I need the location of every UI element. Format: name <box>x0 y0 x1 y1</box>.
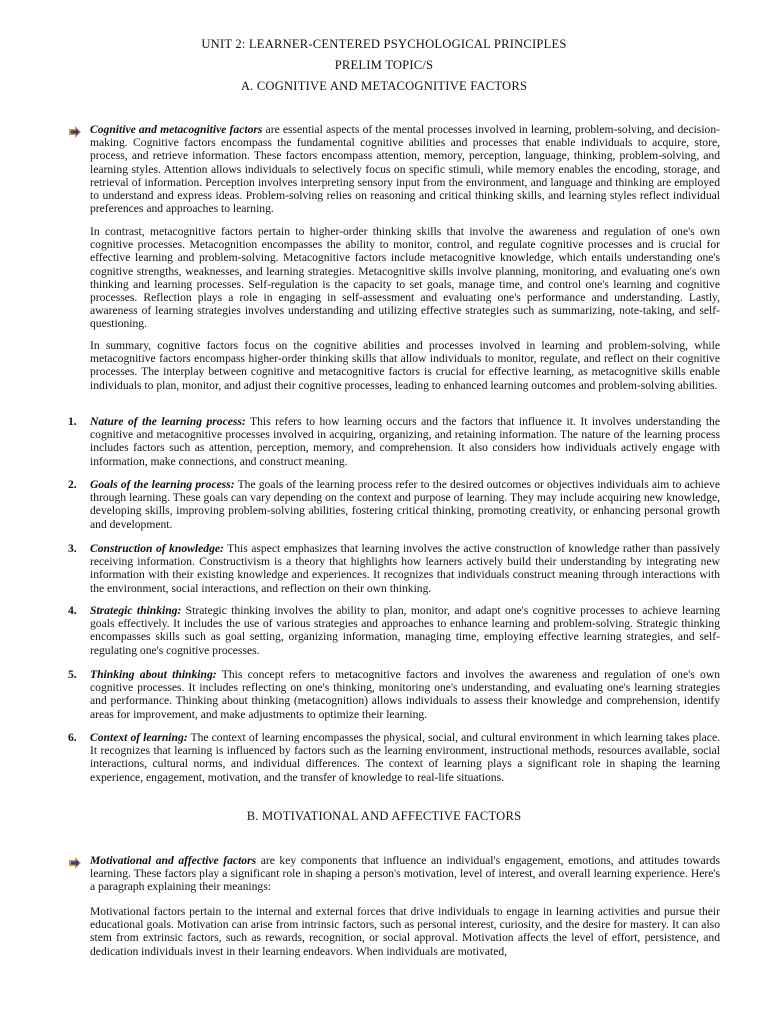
item-number: 2. <box>68 478 77 491</box>
item-term: Context of learning: <box>90 731 188 744</box>
intro-text: are key components that influence an individual's engagement, emotions, and attitudes towards learning. These factors play a significant role in shaping a person's motivation, level of interest, and overall learning experience. Here's a paragraph explaining their meanings: <box>90 854 720 894</box>
intro-term: Motivational and affective factors <box>90 854 257 867</box>
item-text: Strategic thinking involves the ability to plan, monitor, and adapt one's cognitive processes to achieve learning goals effectively. It includes the use of various strategies and approaches to enhance learning and problem-solving. Strategic thinking encompasses skills such as goal setting, organizing information, managing time, employing effective learning strategies, and self-regulating one's cognitive processes. <box>90 604 720 657</box>
item-term: Nature of the learning process: <box>90 415 246 428</box>
item-number: 5. <box>68 668 77 681</box>
item-term: Goals of the learning process: <box>90 478 235 491</box>
intro-term: Cognitive and metacognitive factors <box>90 123 263 136</box>
section-a-title: A. COGNITIVE AND METACOGNITIVE FACTORS <box>240 79 528 93</box>
item-term: Construction of knowledge: <box>90 542 224 555</box>
intro-text: are essential aspects of the mental processes involved in learning, problem-solving, and decision-making. Cognitive factors encompass the fundamental cognitive abilities and processes that enable individuals to acquire, store, process, and retrieve information. These factors encompass attention, memory, perception, language, thinking, problem-solving, and learning styles. Attention allows individuals to selectively focus on specific stimuli, while memory enables the encoding, storage, and retrieval of information. Perception involves interpreting sensory input from the environment, and language and thinking are employed to understand and express ideas. Problem-solving relies on reasoning and critical thinking skills, and learning styles reflect individual preferences and approaches to learning. <box>90 123 720 216</box>
section-b-intro <box>90 854 720 894</box>
list-item <box>90 604 720 657</box>
item-text: The goals of the learning process refer to the desired outcomes or objectives individuals aim to achieve through learning. These goals can vary depending on the context and purpose of learning. They may include acquiring new knowledge, developing skills, improving problem-solving abilities, fostering critical thinking, promoting creativity, or enhancing personal growth and development. <box>90 478 720 531</box>
section-b-title: B. MOTIVATIONAL AND AFFECTIVE FACTORS <box>246 809 522 823</box>
item-text: The context of learning encompasses the physical, social, and cultural environment in which learning takes place. It recognizes that learning is influenced by factors such as the learning environment, instructional methods, resources available, social interactions, cultural norms, and individual differences. The context of learning plays a significant role in shaping the learning experience, engagement, motivation, and the transfer of knowledge to real-life situations. <box>90 731 720 784</box>
list-item <box>90 478 720 531</box>
section-a-intro <box>90 123 720 215</box>
section-a-paragraph-2: In contrast, metacognitive factors pertain to higher-order thinking skills that involve the awareness and regulation of one's own cognitive processes. Metacognition encompasses the ability to monitor, control, and regulate cognitive processes and is crucial for effective learning and problem-solving. Metacognitive factors include metacognitive knowledge, which entails understanding one's cognitive strengths, weaknesses, and learning strategies. Metacognitive skills involve planning, monitoring, and evaluating one's own thinking and learning processes. Self-regulation is the capacity to set goals, manage time, and control one's learning and cognitive processes. Reflection plays a role in engaging in self-assessment and evaluating one's performance and understanding. Lastly, awareness of learning strategies involves understanding and utilizing effective strategies such as summarizing, note-taking, and self-questioning. <box>90 225 720 331</box>
item-term: Strategic thinking: <box>90 604 182 617</box>
prelim-topics-label: PRELIM TOPIC/S <box>334 58 434 72</box>
list-item <box>90 542 720 595</box>
item-text: This concept refers to metacognitive factors and involves the awareness and regulation of one's own cognitive processes. It includes reflecting on one's thinking, monitoring one's understanding, and evaluating one's learning strategies and performance. Thinking about thinking (metacognition) allows individuals to assess their knowledge and comprehension, identify areas for improvement, and make adjustments to optimize their learning. <box>90 668 720 721</box>
arrow-bullet-icon <box>68 856 82 870</box>
item-number: 4. <box>68 604 77 617</box>
list-item <box>90 668 720 721</box>
item-number: 3. <box>68 542 77 555</box>
item-text: This aspect emphasizes that learning involves the active construction of knowledge rather than passively receiving information. Constructivism is a theory that highlights how learners actively build their understanding by integrating new information with their existing knowledge and experiences. It recognizes that individuals construct meaning through interactions with the environment, social interactions, and reflection on their own thinking. <box>90 542 721 595</box>
arrow-bullet-icon <box>68 125 82 139</box>
list-item <box>90 731 720 784</box>
section-b-paragraph-2: Motivational factors pertain to the internal and external forces that drive individuals to engage in learning activities and pursue their educational goals. Motivation can arise from intrinsic factors, such as personal interest, curiosity, and the desire for mastery. It can also stem from extrinsic factors, such as rewards, recognition, or social approval. Motivation affects the level of effort, persistence, and dedication individuals invest in their learning endeavors. When individuals are motivated, <box>90 905 720 958</box>
item-number: 6. <box>68 731 77 744</box>
item-number: 1. <box>68 415 77 428</box>
list-item <box>90 415 720 468</box>
section-a-paragraph-3: In summary, cognitive factors focus on the cognitive abilities and processes involved in learning and problem-solving, while metacognitive factors encompass higher-order thinking skills that allow individuals to monitor, regulate, and reflect on their cognitive processes. The interplay between cognitive and metacognitive factors is crucial for effective learning, as metacognitive skills enable individuals to plan, monitor, and adjust their cognitive processes, leading to enhanced learning outcomes and problem-solving abilities. <box>90 339 720 392</box>
unit-title: UNIT 2: LEARNER-CENTERED PSYCHOLOGICAL PRINCIPLES <box>201 37 567 51</box>
item-term: Thinking about thinking: <box>90 668 217 681</box>
item-text: This refers to how learning occurs and the factors that influence it. It involves understanding the cognitive and metacognitive processes involved in acquiring, organizing, and retaining information. The nature of the learning process includes factors such as attention, perception, memory, and comprehension. It also considers how individuals actively engage with information, make connections, and construct meaning. <box>90 415 720 468</box>
